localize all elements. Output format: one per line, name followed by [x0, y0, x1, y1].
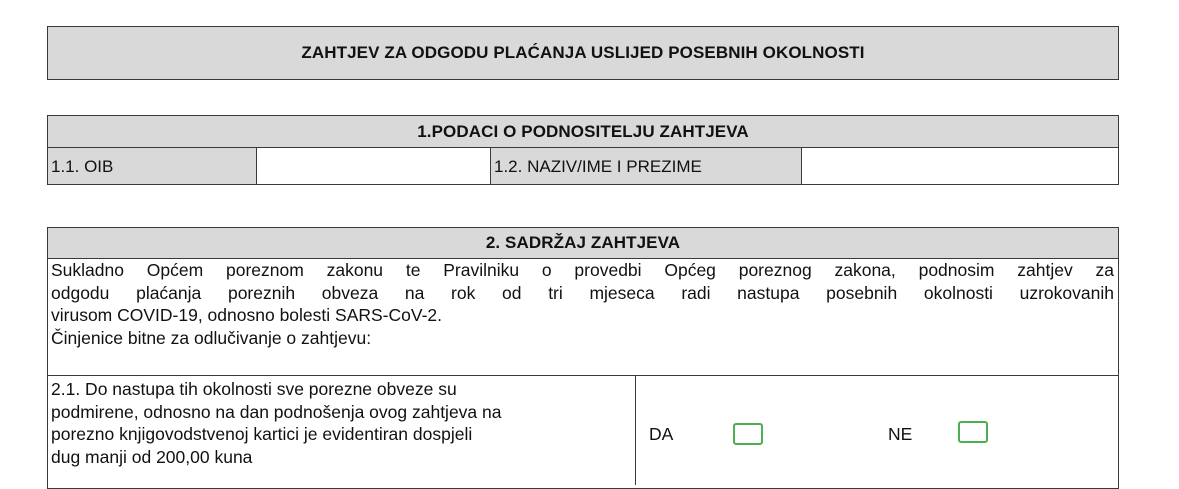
request-body-line: Činjenice bitne za odlučivanje o zahtjevu: — [51, 327, 372, 348]
divider — [635, 375, 636, 485]
divider — [47, 375, 1119, 376]
yes-checkbox[interactable] — [733, 423, 763, 445]
oib-field[interactable] — [257, 148, 490, 184]
section-2-header-label: 2. SADRŽAJ ZAHTJEVA — [485, 233, 681, 252]
request-body-line: Sukladno Općem poreznom zakonu te Pravilniku o provedbi Općeg poreznog zakona, podnosim zahtjev za — [51, 260, 1114, 280]
oib-label-text: 1.1. OIB — [51, 157, 114, 176]
question-2-1 — [51, 378, 631, 468]
question-line: podmirene, odnosno na dan podnošenja ovog zahtjeva na — [51, 401, 502, 422]
section-1-header — [48, 116, 1118, 147]
request-body-line: odgodu plaćanja poreznih obveza na rok od tri mjeseca radi nastupa posebnih okolnosti uzrokovanih — [51, 282, 1114, 303]
form-title: ZAHTJEV ZA ODGODU PLAĆANJA USLIJED POSEBNIH OKOLNOSTI — [301, 43, 865, 62]
yes-label: DA — [649, 424, 674, 444]
question-line: porezno knjigovodstvenoj kartici je evidentiran dospjeli — [51, 424, 473, 444]
no-label: NE — [888, 424, 913, 444]
section-2-header — [48, 228, 1118, 258]
form-title-box — [47, 26, 1119, 80]
name-field[interactable] — [802, 148, 1118, 184]
request-body-line: virusom COVID-19, odnosno bolesti SARS-CoV-2. — [51, 305, 442, 325]
section-1-header-label: 1.PODACI O PODNOSITELJU ZAHTJEVA — [417, 121, 749, 141]
no-checkbox[interactable] — [958, 421, 988, 443]
name-label — [491, 150, 801, 184]
question-line: 2.1. Do nastupa tih okolnosti sve porezne obveze su — [51, 379, 457, 399]
question-line: dug manji od 200,00 kuna — [51, 446, 253, 467]
request-body — [51, 259, 1114, 349]
oib-label — [48, 150, 256, 184]
name-label-text: 1.2. NAZIV/IME I PREZIME — [494, 157, 702, 176]
